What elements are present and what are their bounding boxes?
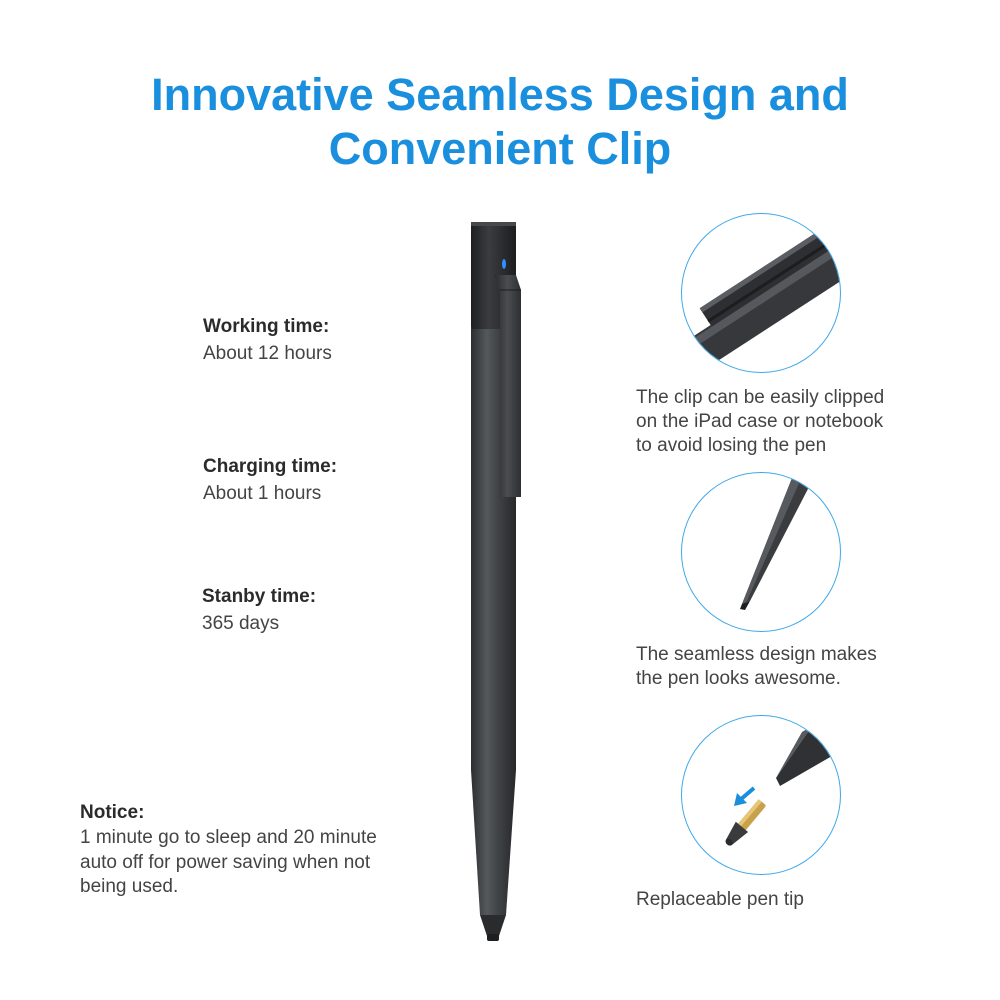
notice-body: 1 minute go to sleep and 20 minute auto off for power saving when not being used. <box>80 827 377 897</box>
spec-value: About 1 hours <box>203 483 322 504</box>
notice <box>80 800 440 900</box>
spec-title: Stanby time: <box>202 586 317 607</box>
stylus-pen-image <box>440 210 550 955</box>
replaceable-tip-icon <box>682 716 840 874</box>
headline <box>0 68 1000 176</box>
replaceable-tip-circle <box>681 715 841 875</box>
spec-value: About 12 hours <box>203 343 332 364</box>
spec-title: Charging time: <box>203 456 338 477</box>
pen-clip-closeup-icon <box>682 214 840 372</box>
replaceable-tip-caption: Replaceable pen tip <box>636 889 804 910</box>
tip-caption: The seamless design makes the pen looks awesome. <box>636 644 877 689</box>
notice-title: Notice: <box>80 802 145 823</box>
arrow-icon <box>734 788 754 806</box>
spec-value: 365 days <box>202 613 280 634</box>
spec-standby-time <box>202 584 462 638</box>
stylus-pen-icon <box>440 210 550 950</box>
clip-closeup-circle <box>681 213 841 373</box>
spec-charging-time <box>203 454 463 508</box>
tip-closeup-circle <box>681 472 841 632</box>
spec-working-time <box>203 314 463 368</box>
pen-tip-closeup-icon <box>682 473 840 631</box>
headline-line-2: Convenient Clip <box>328 123 672 174</box>
spec-title: Working time: <box>203 316 330 337</box>
clip-caption: The clip can be easily clipped on the iPad case or notebook to avoid losing the pen <box>636 387 885 456</box>
headline-line-1: Innovative Seamless Design and <box>151 69 849 120</box>
